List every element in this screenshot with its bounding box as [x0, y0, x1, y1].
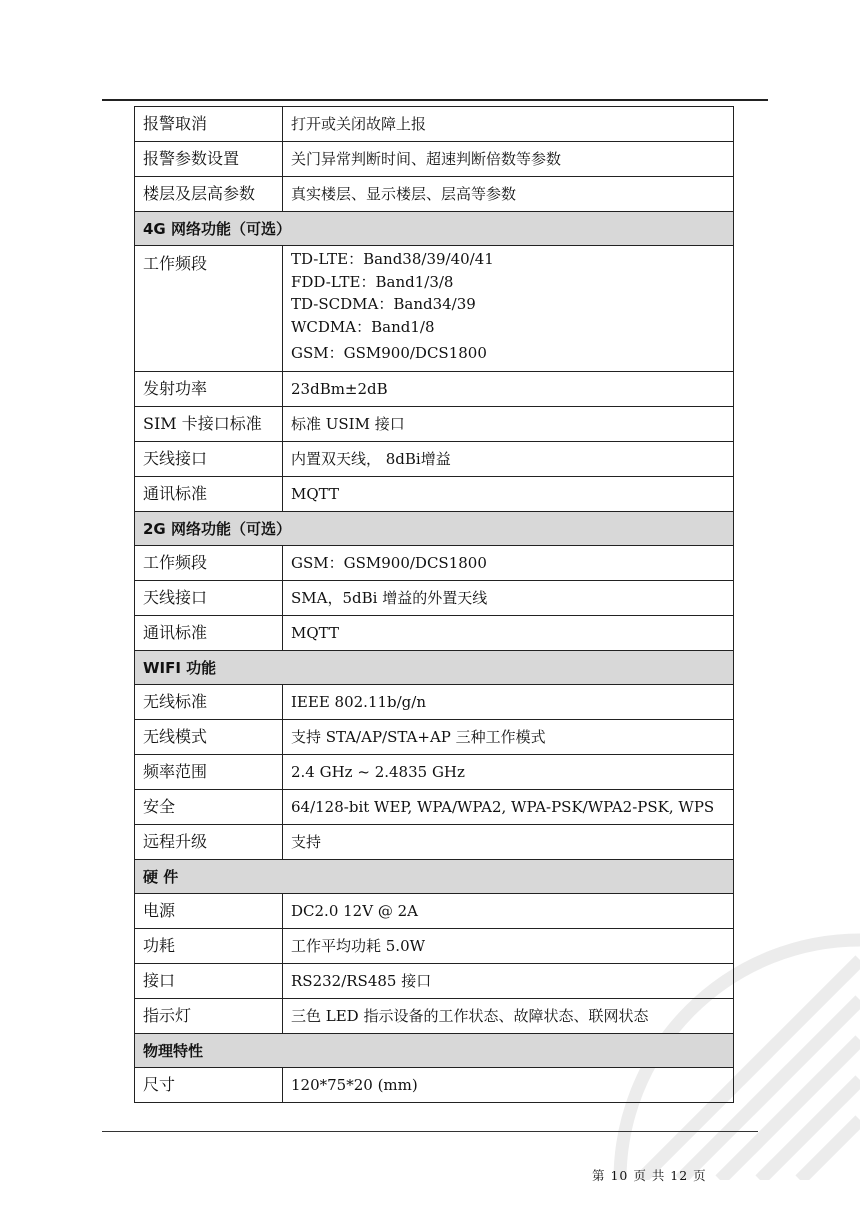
row-key: 无线标准 — [135, 685, 283, 720]
band-line: WCDMA：Band1/8 — [291, 317, 435, 336]
row-key: 发射功率 — [135, 372, 283, 407]
row-key: 通讯标准 — [135, 477, 283, 512]
section-title: 2G 网络功能（可选） — [135, 512, 734, 546]
row-value: 64/128-bit WEP, WPA/WPA2, WPA-PSK/WPA2-PSK, WPS — [283, 790, 734, 825]
band-line: GSM：GSM900/DCS1800 — [291, 344, 487, 363]
table-row — [135, 894, 734, 929]
row-value: GSM：GSM900/DCS1800 — [283, 546, 734, 581]
section-title: WIFI 功能 — [135, 651, 734, 685]
row-value: IEEE 802.11b/g/n — [283, 685, 734, 720]
row-key: 电源 — [135, 894, 283, 929]
table-row — [135, 246, 734, 372]
row-value: 2.4 GHz ~ 2.4835 GHz — [283, 755, 734, 790]
row-value: 标准 USIM 接口 — [283, 407, 734, 442]
row-value: 关门异常判断时间、超速判断倍数等参数 — [283, 142, 734, 177]
section-header-2g — [135, 512, 734, 546]
table-row — [135, 442, 734, 477]
row-value: 23dBm±2dB — [283, 372, 734, 407]
row-value: 三色 LED 指示设备的工作状态、故障状态、联网状态 — [283, 999, 734, 1034]
row-value: DC2.0 12V @ 2A — [283, 894, 734, 929]
section-header-hardware — [135, 860, 734, 894]
table-row — [135, 999, 734, 1034]
table-row — [135, 477, 734, 512]
section-header-wifi — [135, 651, 734, 685]
table-row — [135, 142, 734, 177]
row-value: 120*75*20 (mm) — [283, 1068, 734, 1103]
band-line: FDD-LTE：Band1/3/8 — [291, 272, 454, 291]
row-value: 工作平均功耗 5.0W — [283, 929, 734, 964]
row-value: 支持 STA/AP/STA+AP 三种工作模式 — [283, 720, 734, 755]
section-title: 物理特性 — [135, 1034, 734, 1068]
row-key: SIM 卡接口标准 — [135, 407, 283, 442]
row-value: 打开或关闭故障上报 — [283, 107, 734, 142]
section-title: 硬 件 — [135, 860, 734, 894]
table-row — [135, 581, 734, 616]
table-row — [135, 1068, 734, 1103]
table-row — [135, 177, 734, 212]
band-line: TD-LTE：Band38/39/40/41 — [291, 250, 494, 269]
row-key: 频率范围 — [135, 755, 283, 790]
table-row — [135, 929, 734, 964]
row-key: 尺寸 — [135, 1068, 283, 1103]
table-row — [135, 755, 734, 790]
row-key: 通讯标准 — [135, 616, 283, 651]
row-key: 楼层及层高参数 — [135, 177, 283, 212]
table-row — [135, 372, 734, 407]
page-number: 第 10 页 共 12 页 — [592, 1168, 707, 1183]
header-rule — [102, 99, 768, 101]
table-row — [135, 407, 734, 442]
row-value: 内置双天线， 8dBi增益 — [283, 442, 734, 477]
section-title: 4G 网络功能（可选） — [135, 212, 734, 246]
row-key: 报警取消 — [135, 107, 283, 142]
footer-rule — [102, 1131, 758, 1132]
table-row — [135, 616, 734, 651]
row-key: 工作频段 — [135, 546, 283, 581]
row-value: SMA，5dBi 增益的外置天线 — [283, 581, 734, 616]
section-header-physical — [135, 1034, 734, 1068]
row-value: MQTT — [283, 477, 734, 512]
band-line: TD-SCDMA：Band34/39 — [291, 295, 476, 314]
row-value: 真实楼层、显示楼层、层高等参数 — [283, 177, 734, 212]
row-key: 工作频段 — [135, 246, 283, 372]
row-key: 指示灯 — [135, 999, 283, 1034]
table-row — [135, 964, 734, 999]
row-value: RS232/RS485 接口 — [283, 964, 734, 999]
row-key: 天线接口 — [135, 442, 283, 477]
row-value: 支持 — [283, 825, 734, 860]
table-row — [135, 790, 734, 825]
row-key: 报警参数设置 — [135, 142, 283, 177]
table-row — [135, 546, 734, 581]
row-key: 接口 — [135, 964, 283, 999]
row-key: 天线接口 — [135, 581, 283, 616]
row-value: MQTT — [283, 616, 734, 651]
row-key: 无线模式 — [135, 720, 283, 755]
row-key: 安全 — [135, 790, 283, 825]
table-row — [135, 107, 734, 142]
band-list — [283, 246, 734, 372]
row-key: 功耗 — [135, 929, 283, 964]
spec-table — [134, 106, 734, 1103]
table-row — [135, 825, 734, 860]
row-key: 远程升级 — [135, 825, 283, 860]
table-row — [135, 720, 734, 755]
table-row — [135, 685, 734, 720]
section-header-4g — [135, 212, 734, 246]
